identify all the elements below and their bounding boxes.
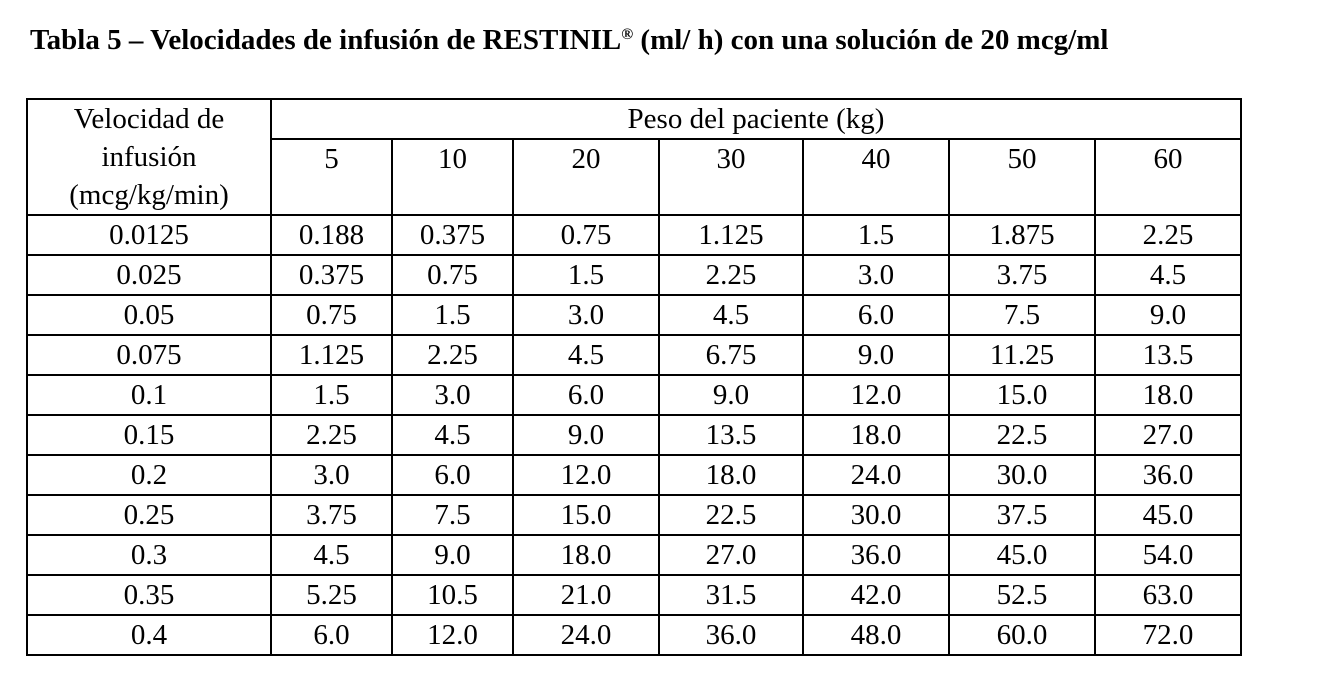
weight-header: 20: [513, 139, 659, 215]
value-cell: 30.0: [949, 455, 1095, 495]
value-cell: 3.0: [803, 255, 949, 295]
rate-cell: 0.25: [27, 495, 271, 535]
value-cell: 3.0: [271, 455, 392, 495]
value-cell: 30.0: [803, 495, 949, 535]
value-cell: 60.0: [949, 615, 1095, 655]
value-cell: 37.5: [949, 495, 1095, 535]
rate-cell: 0.35: [27, 575, 271, 615]
value-cell: 10.5: [392, 575, 513, 615]
table-row: [27, 455, 1241, 495]
value-cell: 52.5: [949, 575, 1095, 615]
value-cell: 1.5: [392, 295, 513, 335]
value-cell: 3.0: [392, 375, 513, 415]
rate-cell: 0.05: [27, 295, 271, 335]
rate-cell: 0.15: [27, 415, 271, 455]
value-cell: 4.5: [271, 535, 392, 575]
weight-header: 5: [271, 139, 392, 215]
value-cell: 0.375: [271, 255, 392, 295]
value-cell: 9.0: [659, 375, 803, 415]
table-row: [27, 535, 1241, 575]
table-row: [27, 575, 1241, 615]
weight-group-header: Peso del paciente (kg): [271, 99, 1241, 139]
table-row: [27, 415, 1241, 455]
weight-header: 50: [949, 139, 1095, 215]
value-cell: 4.5: [392, 415, 513, 455]
value-cell: 63.0: [1095, 575, 1241, 615]
value-cell: 27.0: [1095, 415, 1241, 455]
value-cell: 1.875: [949, 215, 1095, 255]
value-cell: 6.0: [392, 455, 513, 495]
value-cell: 12.0: [513, 455, 659, 495]
rate-cell: 0.3: [27, 535, 271, 575]
rate-column-header: [27, 99, 271, 215]
value-cell: 9.0: [513, 415, 659, 455]
value-cell: 18.0: [803, 415, 949, 455]
value-cell: 6.0: [513, 375, 659, 415]
value-cell: 42.0: [803, 575, 949, 615]
value-cell: 0.75: [271, 295, 392, 335]
value-cell: 24.0: [803, 455, 949, 495]
value-cell: 1.125: [271, 335, 392, 375]
value-cell: 6.0: [271, 615, 392, 655]
value-cell: 13.5: [1095, 335, 1241, 375]
value-cell: 45.0: [949, 535, 1095, 575]
rate-cell: 0.4: [27, 615, 271, 655]
value-cell: 3.75: [949, 255, 1095, 295]
value-cell: 9.0: [1095, 295, 1241, 335]
value-cell: 1.5: [803, 215, 949, 255]
value-cell: 11.25: [949, 335, 1095, 375]
value-cell: 7.5: [392, 495, 513, 535]
table-row: [27, 335, 1241, 375]
value-cell: 54.0: [1095, 535, 1241, 575]
value-cell: 2.25: [271, 415, 392, 455]
value-cell: 36.0: [1095, 455, 1241, 495]
table-row: [27, 255, 1241, 295]
infusion-rate-table: [26, 98, 1242, 656]
value-cell: 2.25: [659, 255, 803, 295]
value-cell: 1.125: [659, 215, 803, 255]
table-title: [30, 18, 1108, 62]
value-cell: 18.0: [659, 455, 803, 495]
weight-header: 40: [803, 139, 949, 215]
weight-header: 10: [392, 139, 513, 215]
value-cell: 18.0: [1095, 375, 1241, 415]
table-body: [27, 215, 1241, 655]
value-cell: 15.0: [949, 375, 1095, 415]
table-title-suffix: (ml/ h) con una solución de 20 mcg/ml: [633, 24, 1109, 56]
value-cell: 2.25: [392, 335, 513, 375]
table-row: [27, 495, 1241, 535]
table-row: [27, 295, 1241, 335]
weight-header: 60: [1095, 139, 1241, 215]
value-cell: 72.0: [1095, 615, 1241, 655]
value-cell: 0.375: [392, 215, 513, 255]
value-cell: 6.75: [659, 335, 803, 375]
value-cell: 0.75: [513, 215, 659, 255]
value-cell: 36.0: [803, 535, 949, 575]
value-cell: 9.0: [392, 535, 513, 575]
value-cell: 4.5: [1095, 255, 1241, 295]
table-row: [27, 375, 1241, 415]
table-row: [27, 615, 1241, 655]
value-cell: 21.0: [513, 575, 659, 615]
value-cell: 24.0: [513, 615, 659, 655]
table-title-text: Tabla 5 – Velocidades de infusión de RESTINIL: [30, 24, 622, 56]
rate-cell: 0.075: [27, 335, 271, 375]
table-header: [27, 99, 1241, 215]
value-cell: 4.5: [659, 295, 803, 335]
value-cell: 5.25: [271, 575, 392, 615]
value-cell: 22.5: [949, 415, 1095, 455]
value-cell: 3.75: [271, 495, 392, 535]
rate-cell: 0.1: [27, 375, 271, 415]
value-cell: 45.0: [1095, 495, 1241, 535]
weight-header: 30: [659, 139, 803, 215]
value-cell: 0.188: [271, 215, 392, 255]
value-cell: 2.25: [1095, 215, 1241, 255]
value-cell: 31.5: [659, 575, 803, 615]
value-cell: 15.0: [513, 495, 659, 535]
rate-cell: 0.025: [27, 255, 271, 295]
value-cell: 13.5: [659, 415, 803, 455]
value-cell: 4.5: [513, 335, 659, 375]
value-cell: 12.0: [392, 615, 513, 655]
value-cell: 18.0: [513, 535, 659, 575]
value-cell: 22.5: [659, 495, 803, 535]
rate-cell: 0.0125: [27, 215, 271, 255]
rate-header-line-1: Velocidad de: [73, 103, 225, 135]
value-cell: 3.0: [513, 295, 659, 335]
rate-cell: 0.2: [27, 455, 271, 495]
value-cell: 6.0: [803, 295, 949, 335]
value-cell: 12.0: [803, 375, 949, 415]
rate-header-line-3: (mcg/kg/min): [69, 179, 229, 211]
value-cell: 36.0: [659, 615, 803, 655]
registered-mark: ®: [621, 26, 634, 43]
value-cell: 48.0: [803, 615, 949, 655]
value-cell: 1.5: [513, 255, 659, 295]
table-row: [27, 215, 1241, 255]
value-cell: 1.5: [271, 375, 392, 415]
header-row-group: [27, 99, 1241, 139]
value-cell: 9.0: [803, 335, 949, 375]
rate-header-line-2: infusión: [101, 141, 197, 173]
value-cell: 0.75: [392, 255, 513, 295]
value-cell: 7.5: [949, 295, 1095, 335]
value-cell: 27.0: [659, 535, 803, 575]
